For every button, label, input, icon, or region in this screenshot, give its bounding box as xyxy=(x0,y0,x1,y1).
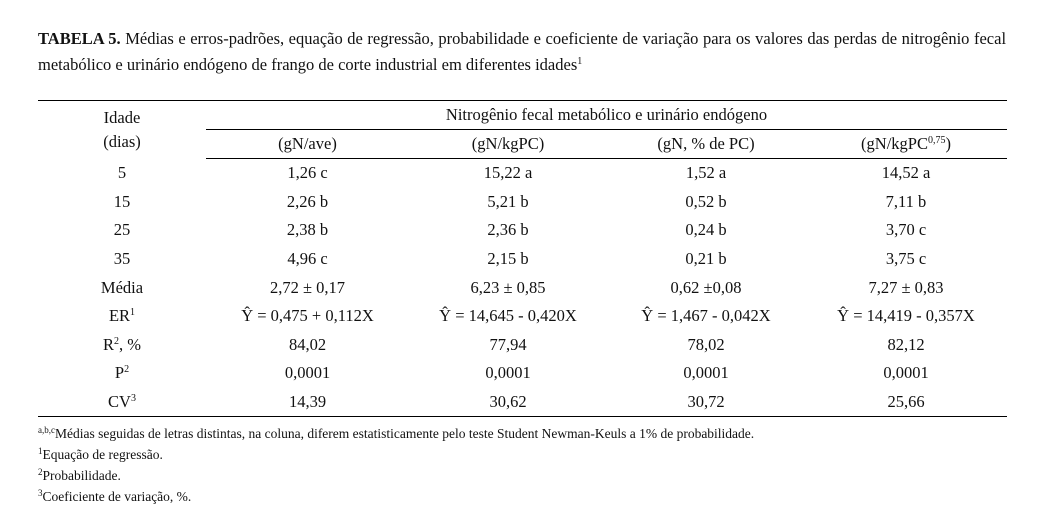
table-cell: 2,36 b xyxy=(487,220,529,240)
row-label: Média xyxy=(100,277,144,297)
table-cell: Ŷ = 0,475 + 0,112X xyxy=(241,306,374,326)
table-row xyxy=(38,388,1007,417)
table-cell: 30,72 xyxy=(607,388,805,417)
table-cell: 0,52 b xyxy=(685,191,727,211)
table-cell: 7,11 b xyxy=(885,191,927,211)
footnote: $^{a,b,c}$Médias seguidas de letras distintas, na coluna, diferem estatisticamente pelo teste Student Newman-Keuls a 1% de probabilidade. xyxy=(38,425,755,441)
column-header-unit: (gN/kgPC$^{0,75}$) xyxy=(805,130,1007,159)
footnote: $^3$Coeficiente de variação, %. xyxy=(38,488,192,504)
table-cell: 1,52 a xyxy=(685,163,727,183)
column-header-unit: (gN/ave) xyxy=(206,130,409,159)
table-cell: 2,15 b xyxy=(487,249,529,269)
table-cell: 0,62 ±0,08 xyxy=(670,277,742,297)
table-cell: 82,12 xyxy=(887,334,925,354)
footnotes xyxy=(38,423,1006,507)
table-cell: 2,72 ± 0,17 xyxy=(269,277,346,297)
table-cell: 84,02 xyxy=(288,334,327,354)
table-row xyxy=(38,216,1007,245)
row-label: $P^2$ xyxy=(114,363,130,383)
footnote: $^2$Probabilidade. xyxy=(38,467,121,483)
table-cell: Ŷ = 1,467 - 0,042X xyxy=(641,306,771,326)
table-cell: 0,21 b xyxy=(685,249,727,269)
table-cell: 3,75 c xyxy=(885,249,927,269)
table-row xyxy=(38,331,1007,360)
row-label: 5 xyxy=(117,163,127,183)
group-header: Nitrogênio fecal metabólico e urinário endógeno xyxy=(206,101,1007,130)
table-cell: 0,0001 xyxy=(485,363,531,383)
row-label: $CV^3$ xyxy=(38,388,206,417)
table-cell: 0,0001 xyxy=(683,363,729,383)
table-cell: 14,39 xyxy=(206,388,409,417)
table-cell: 0,0001 xyxy=(883,363,929,383)
row-label: 35 xyxy=(113,249,131,269)
table-row xyxy=(38,302,1007,331)
table-caption xyxy=(38,26,1006,78)
table-cell: 0,24 b xyxy=(685,220,727,240)
table-row xyxy=(38,273,1007,302)
table-cell: 78,02 xyxy=(687,334,725,354)
table-cell: 0,0001 xyxy=(284,363,331,383)
table-cell: 14,52 a xyxy=(881,163,931,183)
column-header-unit: (gN/kgPC) xyxy=(409,130,607,159)
row-label: $R^2$, % xyxy=(102,334,141,354)
row-header-line1: Idade xyxy=(103,107,141,127)
table-cell: 4,96 c xyxy=(287,249,328,269)
table-cell: 2,38 b xyxy=(286,220,329,240)
caption-text: Médias e erros-padrões, equação de regressão, probabilidade e coeficiente de variação para os valores das perdas de nitrogênio fecal metabólico e urinário endógeno de frango de corte industrial em diferentes idades xyxy=(38,29,1007,74)
caption-label: TABELA 5. xyxy=(38,29,121,48)
column-header-unit: (gN, % de PC) xyxy=(607,130,805,159)
table-cell: 2,26 b xyxy=(286,191,329,211)
row-label: 15 xyxy=(113,191,131,211)
table-cell: 5,21 b xyxy=(487,191,529,211)
table-cell: Ŷ = 14,419 - 0,357X xyxy=(837,306,975,326)
table-cell: 15,22 a xyxy=(483,163,533,183)
table-cell: 6,23 ± 0,85 xyxy=(470,277,546,297)
row-label: 25 xyxy=(113,220,131,240)
table-row xyxy=(38,359,1007,388)
row-header-line2: (dias) xyxy=(103,131,141,151)
table-cell: 25,66 xyxy=(805,388,1007,417)
caption-footnote-mark: 1 xyxy=(577,56,583,67)
table-cell: Ŷ = 14,645 - 0,420X xyxy=(439,306,577,326)
row-label: $ER^1$ xyxy=(108,306,136,326)
table-cell: 30,62 xyxy=(409,388,607,417)
table-cell: 7,27 ± 0,83 xyxy=(868,277,944,297)
table-cell: 77,94 xyxy=(489,334,527,354)
footnote: $^1$Equação de regressão. xyxy=(38,446,163,462)
data-table xyxy=(38,100,1007,417)
row-header xyxy=(38,101,206,159)
table-row xyxy=(38,245,1007,274)
table-row xyxy=(38,159,1007,188)
table-cell: 1,26 c xyxy=(287,163,328,183)
table-row xyxy=(38,188,1007,217)
table-cell: 3,70 c xyxy=(885,220,927,240)
